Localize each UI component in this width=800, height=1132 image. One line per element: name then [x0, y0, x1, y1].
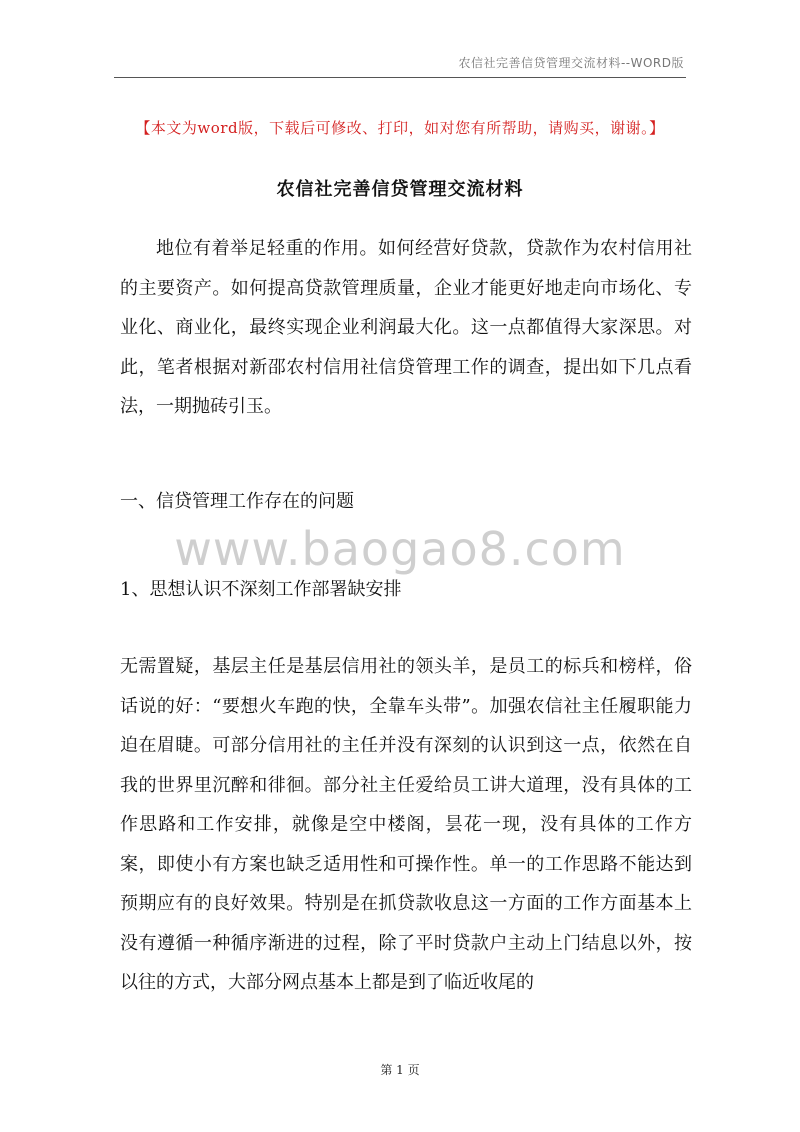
subsection-heading: 1、思想认识不深刻工作部署缺安排 — [120, 579, 402, 600]
document-title: 农信社完善信贷管理交流材料 — [276, 179, 524, 200]
running-header: 农信社完善信贷管理交流材料--WORD版 — [458, 56, 684, 70]
section-heading: 一、信贷管理工作存在的问题 — [120, 491, 354, 512]
header-divider — [114, 77, 686, 78]
body-paragraph: 无需置疑，基层主任是基层信用社的领头羊，是员工的标兵和榜样，俗话说的好：“要想火车跑的快，全靠车头带”。加强农信社主任履职能力迫在眉睫。可部分信用社的主任并没有深刻的认识到这一点，依然在自我的世界里沉醉和徘徊。部分社主任爱给员工讲大道理，没有具体的工作思路和工作安排，就像是空中楼阁，昙花一现，没有具体的工作方案，即使小有方案也缺乏适用性和可操作性。单一的工作思路不能达到预期应有的良好效果。特别是在抓贷款收息这一方面的工作方面基本上没有遵循一种循序渐进的过程，除了平时贷款户主动上门结息以外，按以往的方式，大部分网点基本上都是到了临近收尾的 — [120, 656, 692, 993]
page-number: 第 1 页 — [380, 1063, 420, 1077]
intro-paragraph: 地位有着举足轻重的作用。如何经营好贷款，贷款作为农村信用社的主要资产。如何提高贷款管理质量，企业才能更好地走向市场化、专业化、商业化，最终实现企业利润最大化。这一点都值得大家深思。对此，笔者根据对新邵农村信用社信贷管理工作的调查，提出如下几点看法，一期抛砖引玉。 — [120, 238, 692, 417]
watermark: www.baogao8.com — [174, 522, 626, 576]
purchase-notice: 【本文为word版，下载后可修改、打印，如对您有所帮助，请购买，谢谢。】 — [135, 119, 665, 137]
